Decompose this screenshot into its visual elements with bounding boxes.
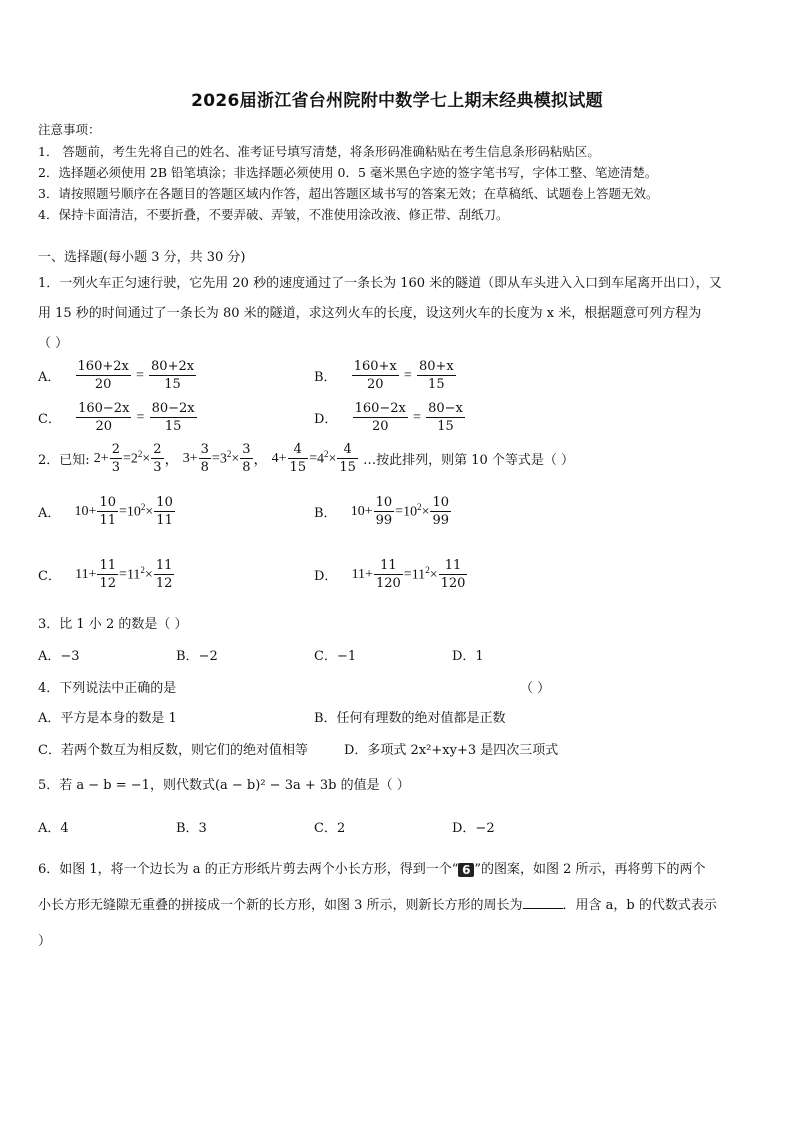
option-label: D． [314,569,338,584]
q2-option-b[interactable]: B． 10+ $\frac{10}{99}$ $=10^2\times$ $\frac{10}{99}$ [314,495,450,528]
fraction: $\frac{4}{15}$ [339,442,356,475]
q2-suffix: …按此排列，则第 10 个等式是（ ） [363,453,575,468]
q6-stem-line [38,858,706,877]
answer-blank[interactable] [523,896,563,909]
q6-stem-line [38,894,717,913]
option-label: B． [314,506,337,521]
fraction: $\frac{3}{8}$ [242,442,251,475]
q1-option-a[interactable]: A． $\frac{160+2x}{20}$ = $\frac{80+2x}{15}$ [38,359,195,392]
q5-option-a[interactable]: A．4 [38,821,69,836]
q4-option-b[interactable]: B．任何有理数的绝对值都是正数 [314,711,506,726]
q6-text: 小长方形无缝隙无重叠的拼接成一个新的长方形，如图 3 所示，则新长方形的周长为 [38,898,523,913]
q4-answer-paren: （ ） [520,681,551,696]
fraction: $\frac{11}{120}$ [375,558,401,591]
q2-prefix: 2．已知: [38,453,94,468]
q3-option-c[interactable]: C．−1 [314,649,357,664]
q4-option-d[interactable]: D．多项式 2x²+xy+3 是四次三项式 [344,743,559,758]
fraction: $\frac{160+x}{20}$ [353,359,397,392]
q6-text: ．用含 a，b 的代数式表示 [562,898,717,913]
q1-option-d[interactable]: D． $\frac{160-2x}{20}$ = $\frac{80-x}{15}$ [314,401,463,434]
option-label: B． [314,370,337,385]
fraction: $\frac{10}{11}$ [99,495,116,528]
q5-stem: 5．若 a − b = −1，则代数式(a − b)² − 3a + 3b 的值是（ ） [38,778,410,793]
q4-option-a[interactable]: A．平方是本身的数是 1 [38,711,177,726]
q4-stem: 4．下列说法中正确的是 [38,681,177,696]
q1-stem-line: （ ） [38,336,69,351]
fraction: $\frac{160-2x}{20}$ [354,401,406,434]
note-item: 1． 答题前，考生先将自己的姓名、准考证号填写清楚，将条形码准确粘贴在考生信息条形码粘贴区。 [38,144,600,159]
option-label: A． [38,370,61,385]
q1-option-b[interactable]: B． $\frac{160+x}{20}$ = $\frac{80+x}{15}$ [314,359,454,392]
q6-text: ”的图案，如图 2 所示，再将剪下的两个 [474,862,706,877]
q3-option-d[interactable]: D．1 [452,649,484,664]
fraction: $\frac{80-x}{15}$ [428,401,463,434]
q3-option-b[interactable]: B．−2 [176,649,218,664]
q5-option-c[interactable]: C．2 [314,821,346,836]
q3-option-a[interactable]: A．−3 [38,649,80,664]
q2-option-d[interactable]: D． 11+ $\frac{11}{120}$ $=11^2\times$ $\frac{11}{120}$ [314,558,466,591]
fraction: $\frac{10}{11}$ [156,495,173,528]
fraction: $\frac{11}{12}$ [99,558,117,591]
q1-stem-line: 1．一列火车正匀速行驶，它先用 20 秒的速度通过了一条长为 160 米的隧道（即从车头进入入口到车尾离开出口），又 [38,276,722,291]
q2-option-a[interactable]: A． 10+ $\frac{10}{11}$ $=10^2\times$ $\frac{10}{11}$ [38,495,173,528]
option-label: D． [314,412,338,427]
fraction: $\frac{11}{120}$ [440,558,466,591]
exam-title: 2026届浙江省台州院附中数学七上期末经典模拟试题 [191,91,603,111]
fraction: $\frac{10}{99}$ [432,495,450,528]
option-label: C． [38,569,61,584]
note-item: 2．选择题必须使用 2B 铅笔填涂；非选择题必须使用 0．5 毫米黑色字迹的签字笔书写，字体工整、笔迹清楚。 [38,165,658,180]
q5-option-d[interactable]: D．−2 [452,821,495,836]
fraction: $\frac{11}{12}$ [155,558,173,591]
fraction: $\frac{2}{3}$ [111,442,120,475]
option-label: C． [38,412,61,427]
section-heading: 一、选择题(每小题 3 分，共 30 分) [38,250,246,265]
q3-stem: 3．比 1 小 2 的数是（ ） [38,617,188,632]
q4-option-c[interactable]: C．若两个数互为相反数，则它们的绝对值相等 [38,743,308,758]
fraction: $\frac{80-2x}{15}$ [151,401,195,434]
q6-stem-line: ） [38,934,52,949]
fraction: $\frac{80+x}{15}$ [418,359,454,392]
six-shape-icon: 6 [458,863,474,877]
q2-stem: 2．已知: 2+ $\frac{2}{3}$ $=2^2\times$ $\frac{2}{3}$ ， 3+ $\frac{3}{8}$ $=3^2\times$ $\frac{3}{8}$ ， 4+ $\frac{4}{15}$ $=4^2\times$ $\frac{4}{15}$ …按此排列，则第 10 个等式是（ ） [38,442,575,475]
fraction: $\frac{2}{3}$ [153,442,162,475]
note-item: 4．保持卡面清洁，不要折叠，不要弄破、弄皱，不准使用涂改液、修正带、刮纸刀。 [38,207,509,222]
option-label: A． [38,506,61,521]
q5-option-b[interactable]: B．3 [176,821,207,836]
fraction: $\frac{80+2x}{15}$ [151,359,195,392]
q1-option-c[interactable]: C． $\frac{160-2x}{20}$ = $\frac{80-2x}{15}$ [38,401,195,434]
note-item: 3．请按照题号顺序在各题目的答题区域内作答，超出答题区域书写的答案无效；在草稿纸、试题卷上答题无效。 [38,186,659,201]
fraction: $\frac{160-2x}{20}$ [78,401,130,434]
fraction: $\frac{160+2x}{20}$ [77,359,129,392]
notes-heading: 注意事项： [38,122,101,137]
fraction: $\frac{3}{8}$ [200,442,209,475]
q1-stem-line: 用 15 秒的时间通过了一条长为 80 米的隧道，求这列火车的长度，设这列火车的长度为 x 米，根据题意可列方程为 [38,306,702,321]
q6-text: 6．如图 1，将一个边长为 a 的正方形纸片剪去两个小长方形，得到一个“ [38,862,459,877]
fraction: $\frac{4}{15}$ [289,442,307,475]
fraction: $\frac{10}{99}$ [375,495,393,528]
q2-option-c[interactable]: C． 11+ $\frac{11}{12}$ $=11^2\times$ $\frac{11}{12}$ [38,558,173,591]
